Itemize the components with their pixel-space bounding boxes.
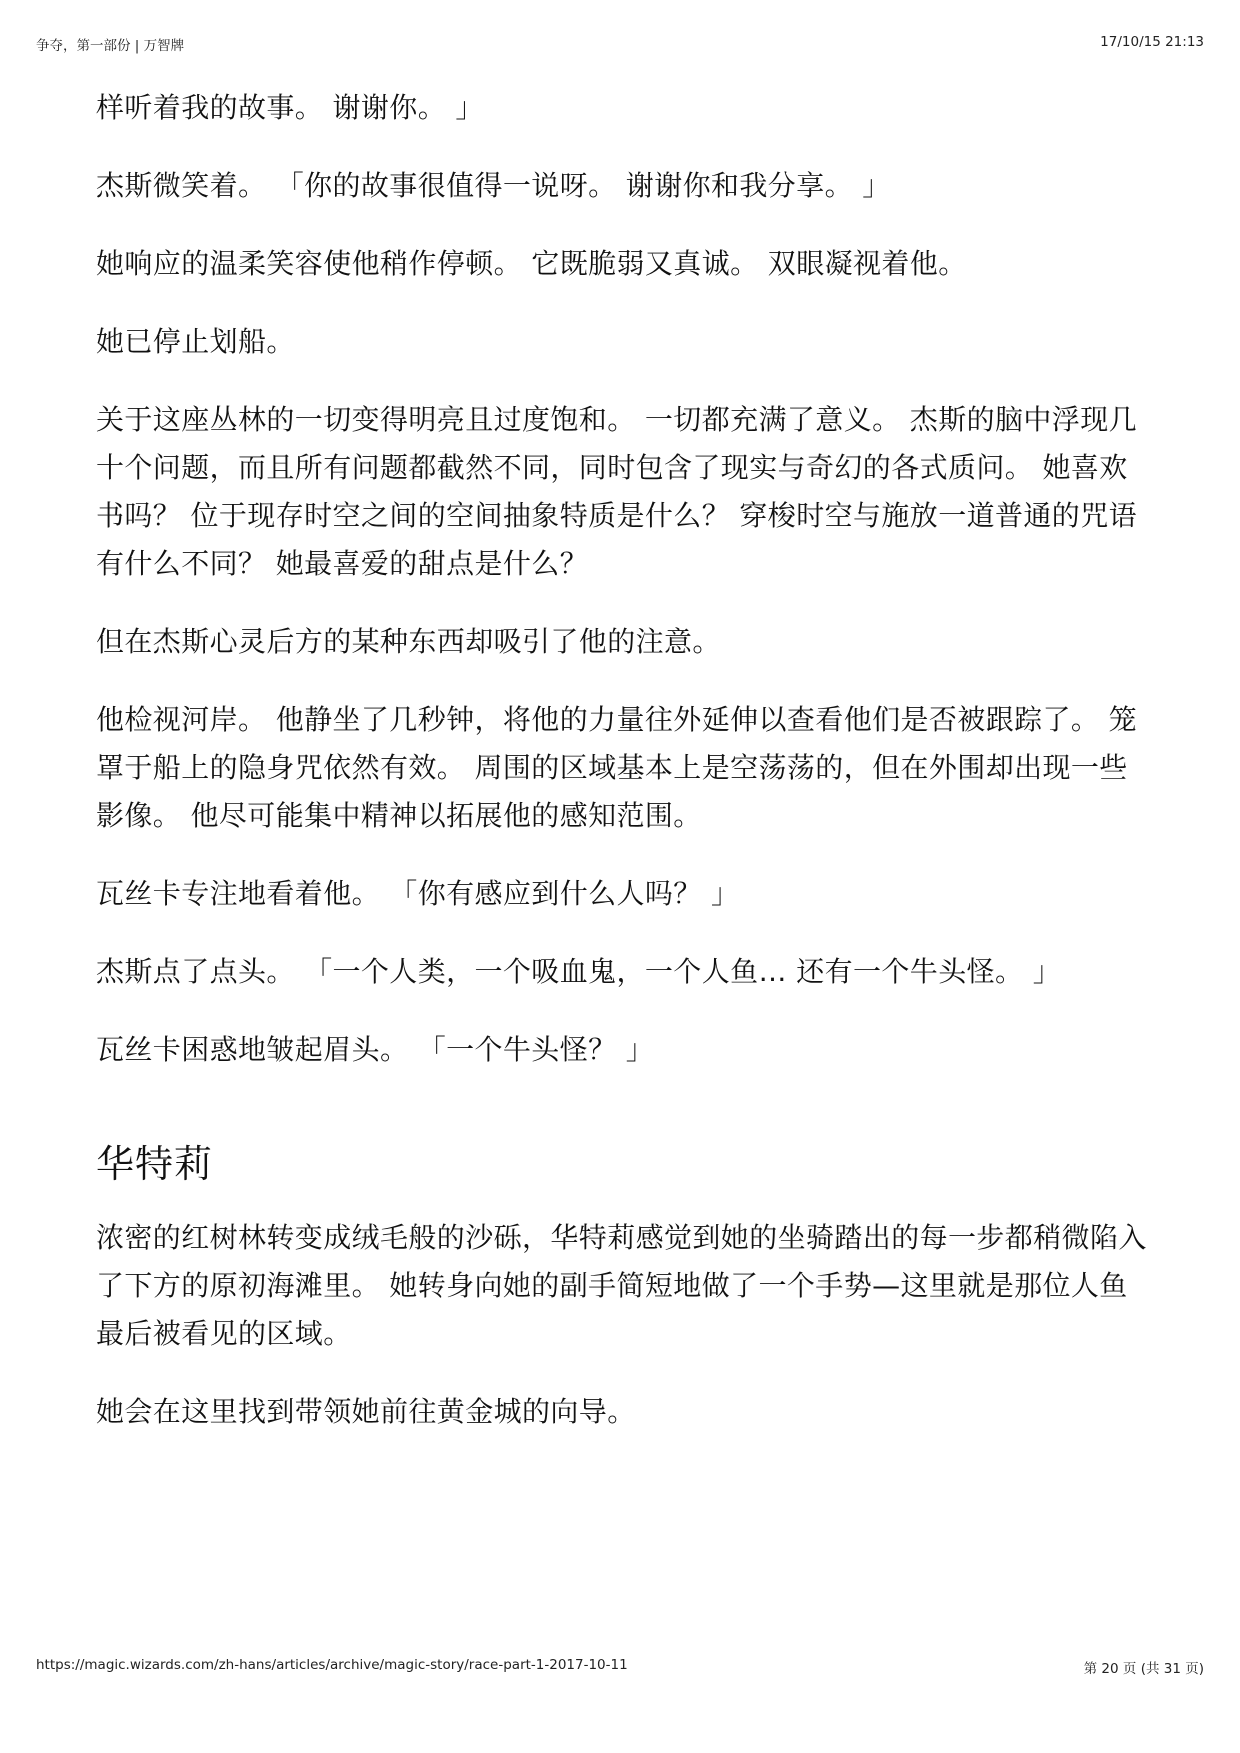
page-url: https://magic.wizards.com/zh-hans/articles/archive/magic-story/race-part-1-2017-10-11 [36,1657,628,1673]
paragraph: 她会在这里找到带领她前往黄金城的向导。 [96,1395,636,1428]
paragraph: 杰斯微笑着。 「你的故事很值得一说呀。 谢谢你和我分享。 」 [96,169,891,202]
paragraph: 她已停止划船。 [96,325,295,358]
print-timestamp: 17/10/15 21:13 [1100,34,1204,50]
page-indicator: 第 20 页 (共 31 页) [1083,1661,1204,1677]
article-body [96,84,1156,1466]
paragraph: 瓦丝卡困惑地皱起眉头。 「一个牛头怪？ 」 [96,1033,655,1066]
paragraph: 杰斯点了点头。 「一个人类，一个吸血鬼，一个人鱼… 还有一个牛头怪。 」 [96,955,1062,988]
paragraph: 瓦丝卡专注地看着他。 「你有感应到什么人吗？ 」 [96,877,740,910]
print-footer [36,1657,1204,1677]
section-heading: 华特莉 [96,1142,214,1186]
paragraph: 样听着我的故事。 谢谢你。 」 [96,91,484,124]
paragraph: 她响应的温柔笑容使他稍作停顿。 它既脆弱又真诚。 双眼凝视着他。 [96,247,967,280]
paragraph: 关于这座丛林的一切变得明亮且过度饱和。 一切都充满了意义。 杰斯的脑中浮现几十个问题，而且所有问题都截然不同，同时包含了现实与奇幻的各式质问。 她喜欢书吗？ 位于现存时空之间的空间抽象特质是什么？ 穿梭时空与施放一道普通的咒语有什么不同？ 她最喜爱的甜点是什么？ [96,403,1138,580]
paragraph: 他检视河岸。 他静坐了几秒钟，将他的力量往外延伸以查看他们是否被跟踪了。 笼罩于船上的隐身咒依然有效。 周围的区域基本上是空荡荡的，但在外围却出现一些影像。 他尽可能集中精神以拓展他的感知范围。 [96,703,1138,832]
page-title: 争夺，第一部份 | 万智牌 [36,38,185,54]
paragraph: 浓密的红树林转变成绒毛般的沙砾，华特莉感觉到她的坐骑踏出的每一步都稍微陷入了下方的原初海滩里。 她转身向她的副手简短地做了一个手势—这里就是那位人鱼最后被看见的区域。 [96,1221,1147,1350]
paragraph: 但在杰斯心灵后方的某种东西却吸引了他的注意。 [96,625,721,658]
print-header [36,34,1204,54]
